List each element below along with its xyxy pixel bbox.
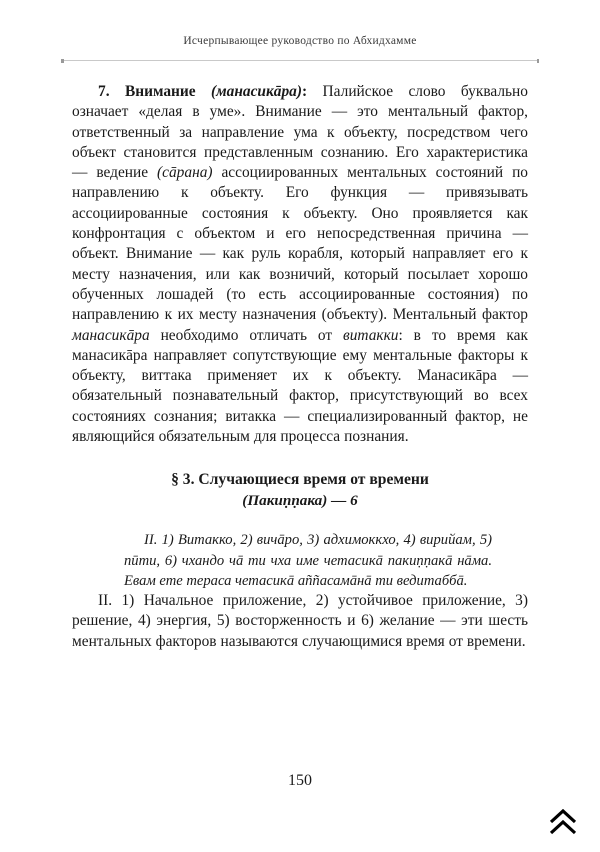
scroll-to-top-button[interactable] — [546, 806, 580, 838]
section-heading-line-2: (Пакиṇṇака) — 6 — [242, 492, 358, 510]
section-heading — [72, 469, 528, 511]
running-head: Исчерпывающее руководство по Абхидхамме — [183, 35, 417, 47]
paragraph-translation — [72, 591, 528, 652]
italic-term-sarana: (сāрана) — [157, 164, 213, 182]
paragraph-attention — [72, 82, 528, 447]
page-header — [0, 36, 600, 70]
section-heading-line-1: § 3. Случающиеся время от времени — [171, 471, 429, 489]
paragraph-text-part-3: необходимо отличать от — [149, 326, 344, 344]
pali-quotation — [72, 530, 528, 591]
paragraph-colon: : — [302, 83, 308, 100]
italic-term-vitakki: витакки — [343, 326, 399, 344]
pali-term-manasikara: (манасикāра) — [211, 83, 303, 100]
paragraph-number-label: 7. Внимание — [98, 83, 196, 100]
paragraph-translation-text: II. 1) Начальное приложение, 2) устойчивое приложение, 3) решение, 4) энергия, 5) восторженность и 6) желание — эти шесть ментальных факторов называются случающимися время от времени. — [72, 591, 528, 650]
paragraph-text-part-4: : в то время как манасикāра направляет сопутствующие ему ментальные факторы к объекту, виттака применяет их к объекту. Манасикāра — обязательный познавательный фактор, присутствующий во всех состояниях сознания; витакка — специализированный фактор, не являющийся обязательным для процесса познания. — [72, 326, 528, 446]
paragraph-text-part-1: Палийское слово буквально означает «делая в уме». Внимание — это ментальный фактор, ответственный за направление ума к объекту, посредством чего объект становится представленным сознанию. Его характеристика — ведение — [72, 83, 528, 182]
header-rule — [62, 60, 538, 61]
italic-term-manasikara: манасикāра — [72, 326, 150, 344]
pali-quotation-text: II. 1) Витакко, 2) вичāро, 3) адхимоккхо, 4) вирийам, 5) пūти, 6) чхандо чā ти чха име четасикā пакиṇṇакā нāма. Евам ете тераса четасикā аññасамāнā ти ведитаббā. — [124, 532, 492, 589]
double-chevron-up-icon — [548, 809, 578, 835]
paragraph-text-part-2: ассоциированных ментальных состояний по направлению к объекту. Его функция — привязывать ассоциированные состояния к объекту. Оно проявляется как конфронтация с объектом и его непосредственная причина — объект. Внимание — как руль корабля, который направляет его к месту назначения, или как возничий, который посылает хорошо обученных лошадей (то есть ассоциированные состояния) по направлению к их месту назначения (объекту). Ментальный фактор — [72, 164, 528, 324]
page-number: 150 — [288, 772, 312, 789]
text-block — [72, 82, 528, 652]
